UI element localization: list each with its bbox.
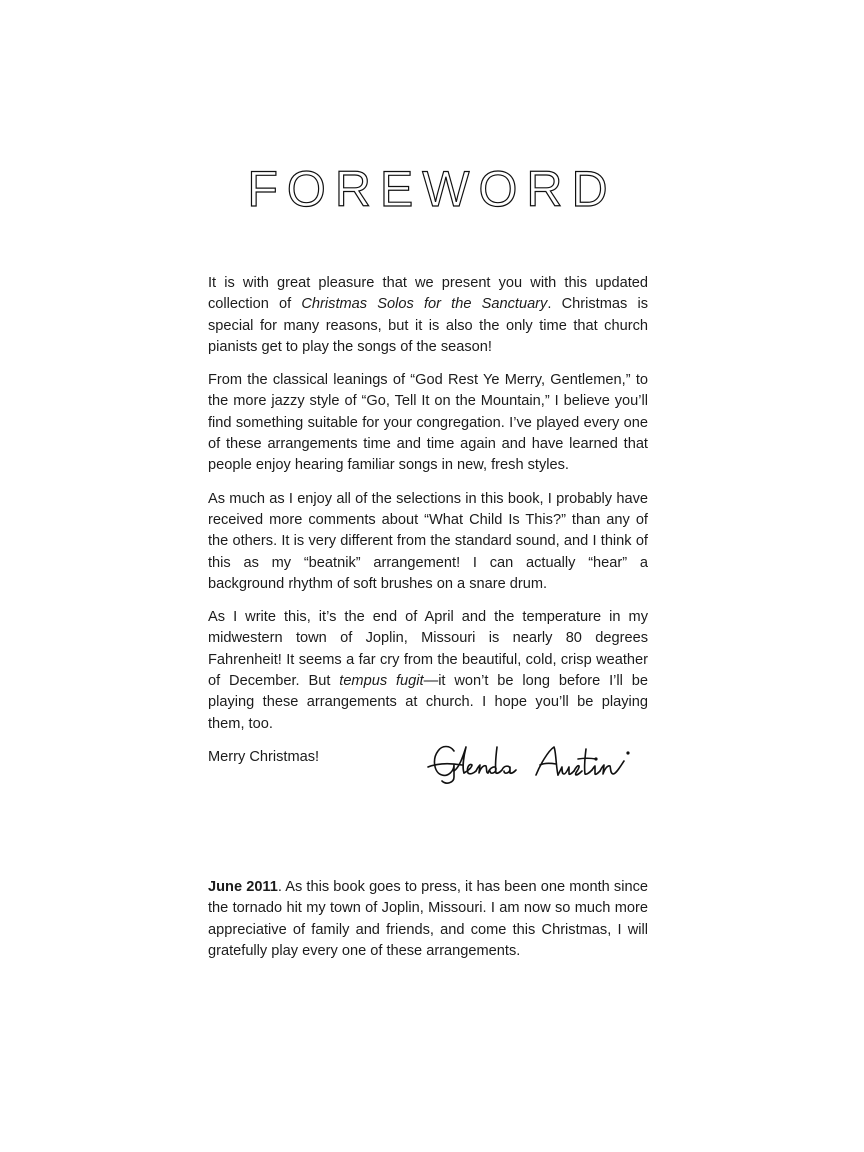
foreword-body xyxy=(208,273,648,803)
paragraph-2: From the classical leanings of “God Rest Ye Merry, Gentlemen,” to the more jazzy style of “Go, Tell It on the Mountain,” I believe you’ll find something suitable for your congregation. I’ve played every one of these arrangements time and time again and have learned that people enjoy hearing familiar songs in new, fresh styles. xyxy=(208,372,648,474)
page-title xyxy=(0,160,864,218)
signature-image xyxy=(424,737,640,787)
latin-phrase-italic: tempus fugit xyxy=(339,673,424,690)
paragraph-1 xyxy=(208,273,648,358)
paragraph-4-text-a: As I write this, it’s the end of April and the temperature in my midwestern town of Joplin, Missouri is nearly 80 degrees Fahrenheit! It seems a far cry from the beautiful, cold, crisp weather of December. But xyxy=(208,609,648,690)
paragraph-1-text-b: . Christmas is special for many reasons, but it is also the only time that church pianists get to play the songs of the season! xyxy=(208,296,648,355)
paragraph-3: As much as I enjoy all of the selections in this book, I probably have received more comments about “What Child Is This?” than any of the others. It is very different from the standard sound, and I think of this as my “beatnik” arrangement! I can actually “hear” a background rhythm of soft brushes on a snare drum. xyxy=(208,490,648,592)
closing-row xyxy=(208,747,648,803)
page-title-text: FOREWORD xyxy=(247,161,617,217)
paragraph-1-text-a: It is with great pleasure that we present you with this updated collection of xyxy=(208,275,648,313)
closing-greeting: Merry Christmas! xyxy=(208,748,320,765)
postscript-date: June 2011 xyxy=(208,879,278,895)
postscript xyxy=(208,877,648,962)
paragraph-4 xyxy=(208,607,648,735)
paragraph-4-text-b: —it won’t be long before I’ll be playing these arrangements at church. I hope you’ll be playing them, too. xyxy=(208,673,649,732)
book-title-italic: Christmas Solos for the Sanctuary xyxy=(301,296,548,313)
postscript-text: . As this book goes to press, it has been one month since the tornado hit my town of Joplin, Missouri. I am now so much more appreciative of family and friends, and come this Christmas, I will gratefully play every one of these arrangements. xyxy=(208,879,649,959)
